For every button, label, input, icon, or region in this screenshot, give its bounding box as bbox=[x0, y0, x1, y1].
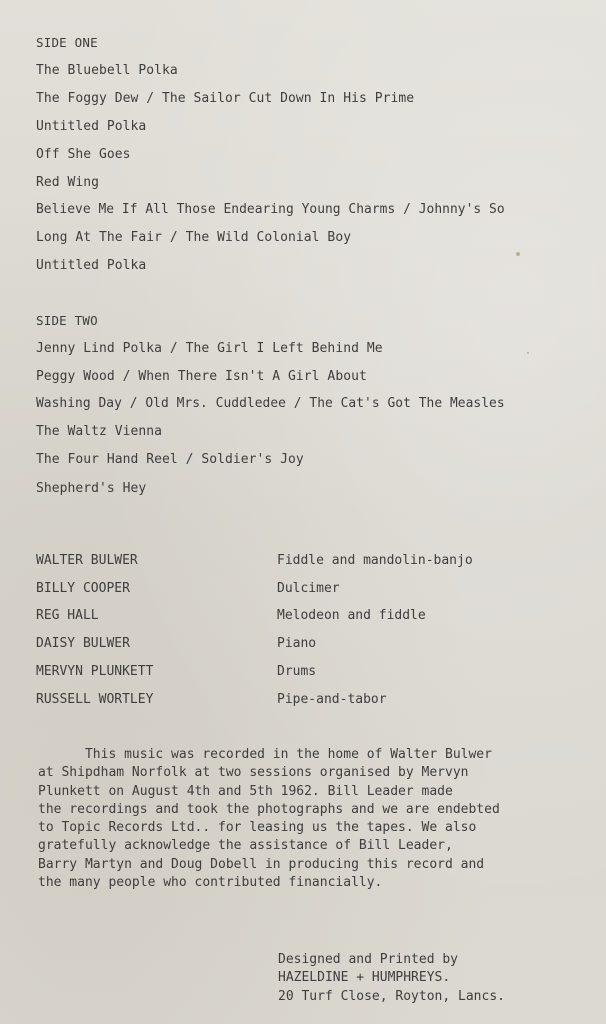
paper-speck bbox=[516, 252, 520, 256]
musician-name: MERVYN PLUNKETT bbox=[36, 664, 154, 679]
notes-line: gratefully acknowledge the assistance of Bill Leader, bbox=[38, 838, 453, 854]
notes-line: to Topic Records Ltd.. for leasing us the tapes. We also bbox=[38, 820, 477, 836]
printer-credit-line1: Designed and Printed by bbox=[278, 952, 459, 967]
notes-line: the many people who contributed financially. bbox=[38, 875, 383, 891]
track-side-two-2: Peggy Wood / When There Isn't A Girl About bbox=[36, 369, 367, 384]
track-side-two-3: Washing Day / Old Mrs. Cuddledee / The Cat's Got The Measles bbox=[36, 396, 505, 411]
musician-instrument: Drums bbox=[277, 664, 317, 679]
track-side-one-4: Off She Goes bbox=[36, 147, 131, 162]
musician-name: DAISY BULWER bbox=[36, 636, 130, 651]
notes-line: the recordings and took the photographs and we are endebted bbox=[38, 801, 500, 817]
track-side-one-3: Untitled Polka bbox=[36, 119, 147, 134]
musician-name: WALTER BULWER bbox=[36, 553, 138, 568]
musician-name: BILLY COOPER bbox=[36, 581, 130, 596]
track-side-one-1: The Bluebell Polka bbox=[36, 63, 178, 78]
musician-instrument: Pipe-and-tabor bbox=[277, 692, 387, 707]
track-side-one-8: Untitled Polka bbox=[36, 258, 147, 273]
track-side-two-4: The Waltz Vienna bbox=[36, 424, 163, 439]
track-side-one-5: Red Wing bbox=[36, 175, 100, 190]
musician-instrument: Piano bbox=[277, 636, 317, 651]
musician-name: REG HALL bbox=[36, 608, 99, 623]
musician-instrument: Melodeon and fiddle bbox=[277, 608, 426, 623]
track-side-one-7: Long At The Fair / The Wild Colonial Boy bbox=[36, 230, 352, 245]
notes-line: Barry Martyn and Doug Dobell in producing this record and bbox=[38, 856, 485, 872]
track-side-one-2: The Foggy Dew / The Sailor Cut Down In His Prime bbox=[36, 91, 415, 106]
printer-name: HAZELDINE + HUMPHREYS. bbox=[278, 970, 451, 985]
track-side-one-6: Believe Me If All Those Endearing Young Charms / Johnny's So bbox=[36, 202, 505, 217]
recording-notes bbox=[38, 746, 578, 892]
paper-speck bbox=[527, 352, 529, 354]
track-side-two-5: The Four Hand Reel / Soldier's Joy bbox=[36, 452, 304, 467]
notes-line: Plunkett on August 4th and 5th 1962. Bill Leader made bbox=[38, 783, 453, 799]
side-two-heading: SIDE TWO bbox=[36, 313, 98, 328]
musician-instrument: Fiddle and mandolin-banjo bbox=[277, 553, 473, 568]
track-side-two-6: Shepherd's Hey bbox=[36, 481, 147, 496]
musician-instrument: Dulcimer bbox=[277, 581, 340, 596]
side-one-heading: SIDE ONE bbox=[36, 35, 98, 50]
notes-line: at Shipdham Norfolk at two sessions organised by Mervyn bbox=[38, 765, 469, 781]
printer-address: 20 Turf Close, Royton, Lancs. bbox=[278, 989, 505, 1004]
musician-name: RUSSELL WORTLEY bbox=[36, 692, 154, 707]
notes-line: This music was recorded in the home of Walter Bulwer bbox=[38, 747, 492, 762]
track-side-two-1: Jenny Lind Polka / The Girl I Left Behind Me bbox=[36, 341, 383, 356]
